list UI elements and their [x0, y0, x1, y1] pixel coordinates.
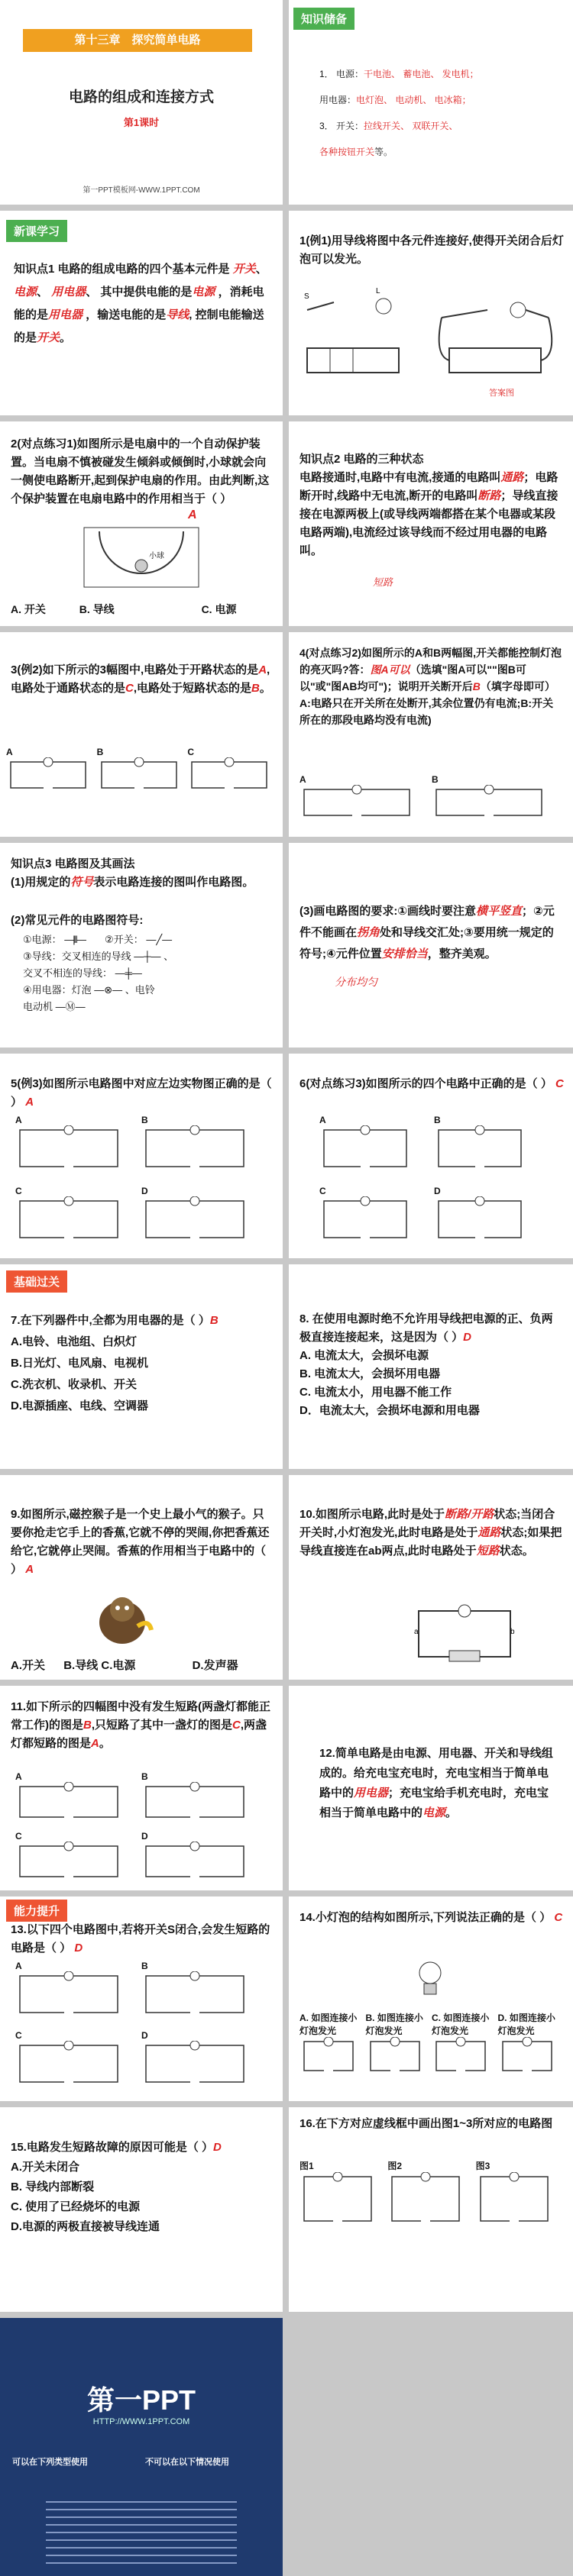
q3-ans3: B	[251, 682, 260, 695]
q2-fan-figure	[76, 524, 206, 592]
circuit-diagram	[299, 2172, 376, 2226]
q15-opt-a: A.开关未闭合	[11, 2161, 80, 2174]
q9-options	[11, 1657, 275, 1675]
circuit-option	[498, 2011, 565, 2095]
new-learning-slide	[0, 211, 283, 415]
circuit-option	[97, 747, 188, 800]
advance-tag: 能力提升	[6, 1900, 67, 1922]
circuit-diagram	[319, 1196, 411, 1242]
q4-slide	[289, 632, 573, 837]
q8-opt-b: B. 电流太大，会损坏用电器	[299, 1367, 441, 1380]
circuit-diagram	[97, 757, 181, 792]
q10-t1: 10.如图所示电路,此时是处于	[299, 1508, 445, 1521]
knowledge-tag: 知识储备	[293, 8, 354, 30]
q8-opt-c: C. 电流太小，用电器不能工作	[299, 1386, 452, 1399]
req-b: ；②元件不能画在	[299, 905, 555, 939]
q5-t: 5(例3)如图所示电路图中对应左边实物图正确的是（ ）	[11, 1077, 272, 1109]
q6-t: 6(对点练习3)如图所示的四个电路中正确的是（ ）	[299, 1077, 552, 1090]
requirements-text	[299, 901, 564, 965]
point3-slide	[0, 843, 283, 1048]
circuit-diagram	[387, 2172, 464, 2226]
q3-slide	[0, 632, 283, 837]
q10-t4: 状态。	[499, 1545, 534, 1558]
circuit-diagram	[141, 1196, 248, 1242]
svg-text:S: S	[304, 292, 309, 301]
circuit-option-label: A	[15, 1115, 22, 1125]
knowledge-list	[319, 61, 479, 165]
q11-figures	[15, 1771, 267, 1886]
circuit-option	[15, 1771, 141, 1826]
k3-extra: 各种按钮开关	[319, 147, 375, 157]
q4-figures	[299, 774, 564, 828]
point2-body	[299, 469, 564, 560]
q13-text	[11, 1921, 275, 1958]
q3-t3: ,电路处于短路状态的是	[133, 682, 252, 695]
q10-ans3: 短路	[476, 1545, 500, 1558]
q11-text	[11, 1698, 275, 1753]
q2-options	[11, 601, 275, 618]
q3-t2: ,电路处于通路状态的是	[11, 663, 270, 695]
q12-t2: ；充电宝给手机充电时，充电宝相当于简单电路中的	[319, 1787, 549, 1819]
circuit-option	[366, 2011, 432, 2095]
q9-ans: A	[25, 1563, 34, 1576]
q5-ans: A	[25, 1096, 34, 1109]
q4-t2: （选填"图A可以""图B可以"或"图AB均可")；说明开关断开后	[299, 663, 526, 692]
q13-t: 13.以下四个电路图中,若将开关S闭合,会发生短路的电路是（ ）	[11, 1923, 270, 1955]
circuit-option-label: A	[319, 1115, 326, 1125]
q6-text	[299, 1075, 564, 1093]
q11-t3: ,两盏灯都短路的图是	[11, 1719, 267, 1750]
cover-slide	[0, 0, 283, 205]
svg-text:b: b	[510, 1628, 515, 1636]
circuit-diagram	[498, 2037, 556, 2075]
svg-text:L: L	[376, 287, 380, 295]
q9-slide	[0, 1475, 283, 1680]
q9-opt-c: C.电源	[101, 1659, 136, 1672]
circuit-option	[15, 1186, 141, 1252]
q7-opt-b: B.日光灯、电风扇、电视机	[11, 1357, 149, 1370]
circuit-option-label: D	[141, 2030, 148, 2041]
q15-t: 15.电路发生短路故障的原因可能是（ ）	[11, 2141, 214, 2154]
q10-circuit-figure	[411, 1603, 518, 1664]
new-learning-tag: 新课学习	[6, 220, 67, 242]
q9-opt-d: D.发声器	[192, 1659, 238, 1672]
q9-monkey-image	[84, 1588, 160, 1649]
q5-text	[11, 1075, 275, 1112]
cover-footer: 第一PPT模板网-WWW.1PPT.COM	[83, 186, 200, 195]
q8-text: 8. 在使用电源时绝不允许用导线把电源的正、负两极直接连接起来，这是因为（ ）	[299, 1312, 553, 1344]
q6-figures	[319, 1115, 549, 1252]
circuit-option	[299, 774, 432, 828]
circuit-option	[141, 2030, 267, 2095]
q7-ans: B	[209, 1314, 219, 1327]
circuit-option	[299, 2011, 366, 2095]
point1-ans-user: 用电器	[51, 286, 86, 299]
q10-slide	[289, 1475, 573, 1680]
req-d: ，整齐美观。	[427, 947, 497, 960]
circuit-option-label: D	[434, 1186, 441, 1196]
q12-slide	[289, 1686, 573, 1890]
point3-symbols: ①电源： —|‖— ②开关： —╱— ③导线：交叉相连的导线 —┼— 、 交叉不相连的导线： —╪— ④用电器：灯泡 —⊗— 、电铃 电动机 —Ⓜ—	[23, 934, 174, 1012]
point1-ans-wire: 导线	[166, 308, 189, 321]
svg-text:小球: 小球	[149, 552, 164, 560]
q8-block	[299, 1310, 564, 1420]
circuit-option	[187, 747, 278, 800]
circuit-option	[141, 1831, 267, 1886]
circuit-option	[141, 1961, 267, 2026]
p2-t2: ；电路断开时,线路中无电流,断开的电路叫	[299, 471, 558, 502]
q8-opt-d: D．电流太大，会损坏电源和用电器	[299, 1404, 480, 1417]
q2-text: 2(对点练习1)如图所示是电扇中的一个自动保护装置。当电扇不慎被碰发生倾斜或倾倒时,小球就会向一侧使电路断开,起到保护电扇的作用。由此判断,这个保护装置在电扇电路中的作用相当于（ ）	[11, 437, 270, 505]
q9-opt-b: B.导线	[63, 1659, 99, 1672]
point3-line1	[11, 873, 275, 892]
q16-text: 16.在下方对应虚线框中画出图1~3所对应的电路图	[299, 2117, 553, 2130]
point3-line2: (2)常见元件的电路图符号:	[11, 914, 144, 927]
q2-slide	[0, 421, 283, 626]
chapter-bar: 第十三章 探究简单电路	[23, 29, 252, 52]
q3-ans2: C	[125, 682, 134, 695]
circuit-option	[6, 747, 97, 800]
q2-opt-c: C. 电源	[201, 603, 237, 615]
sep1: 、	[255, 263, 267, 276]
q1-slide	[289, 211, 573, 415]
sym-motor: 电动机	[23, 1001, 53, 1012]
circuit-option	[141, 1186, 267, 1252]
q8-slide	[289, 1264, 573, 1469]
q6-ans: C	[555, 1077, 564, 1090]
circuit-option-label: A	[6, 747, 13, 757]
p3-ans1: 符号	[70, 876, 94, 889]
circuit-diagram	[141, 1782, 248, 1822]
circuit-option-label: C	[15, 1831, 22, 1842]
q1-answer-figure	[426, 287, 564, 386]
q7-opt-d: D.电源插座、电线、空调器	[11, 1399, 149, 1412]
lesson-subtitle: 第1课时	[123, 117, 160, 128]
circuit-option	[141, 1115, 267, 1181]
circuit-diagram	[299, 785, 414, 820]
circuit-option-label: A. 如图连接小灯泡发光	[299, 2013, 358, 2036]
sym-wire2: 交叉不相连的导线：	[23, 967, 113, 979]
p2-end: 。	[311, 544, 323, 557]
knowledge-slide	[289, 0, 573, 205]
q2-opt-a: A. 开关	[11, 603, 46, 615]
requirements-slide	[289, 843, 573, 1048]
q10-ans1: 断路/开路	[445, 1508, 494, 1521]
point3-title: 知识点3 电路图及其画法	[11, 857, 135, 870]
q2-opt-b: B. 导线	[79, 603, 115, 615]
p3-l1b: 表示电路连接的图叫作电路图。	[93, 876, 254, 889]
circuit-diagram	[319, 1125, 411, 1171]
p2-t3: ；导线直接接在电源两极上(或导线两端都搭在某个电器或某段电路两端),电流经过该导线而不经过用电器的电路叫	[299, 489, 558, 557]
q4-t3: （填字母即可）A:电路只在开关所在处断开,其余位置仍有电流;B:开关所在的那段电路均没有电流)	[299, 680, 555, 726]
circuit-option-label: B. 如图连接小灯泡发光	[365, 2013, 423, 2036]
p2-ans1: 通路	[500, 471, 524, 484]
q10-text	[299, 1506, 564, 1561]
q13-slide	[0, 1896, 283, 2101]
circuit-option	[434, 1115, 549, 1181]
q14-slide	[289, 1896, 573, 2101]
circuit-option-label: D. 如图连接小灯泡发光	[497, 2013, 555, 2036]
q12-t3: 。	[445, 1806, 458, 1819]
lesson-title: 电路的组成和连接方式	[68, 89, 214, 105]
k2-answers: 电灯泡、 电动机、 电冰箱；	[356, 95, 471, 105]
k2-label: 用电器：	[319, 95, 357, 105]
q3-ans1: A	[258, 663, 267, 676]
brand-url: HTTP://WWW.1PPT.COM	[92, 2417, 190, 2426]
req-c: 处和导线交汇处;③要用统一规定的符号;④元件位置	[299, 926, 554, 960]
circuit-option	[319, 1115, 434, 1181]
req-ans2: 拐角	[357, 926, 380, 939]
circuit-option	[15, 1831, 141, 1886]
circuit-diagram	[434, 1196, 526, 1242]
basic-tag: 基础过关	[6, 1270, 67, 1293]
q10-ans2: 通路	[478, 1526, 501, 1539]
circuit-option-label: C	[15, 1186, 22, 1196]
q7-opt-c: C.洗衣机、收录机、开关	[11, 1378, 138, 1391]
q11-ans2: C	[232, 1719, 241, 1732]
circuit-option-label: A	[15, 1961, 22, 1971]
circuit-diagram	[187, 757, 271, 792]
circuit-option	[299, 2159, 387, 2304]
q11-ans3: A	[91, 1737, 99, 1750]
circuit-diagram	[15, 1125, 122, 1171]
point1-ans-consumer: 用电器	[48, 308, 83, 321]
circuit-diagram	[366, 2037, 424, 2075]
circuit-option	[432, 2011, 498, 2095]
req-ans4: 分布均匀	[335, 976, 377, 988]
circuit-option-label: A	[15, 1771, 22, 1782]
circuit-option-label: B	[141, 1771, 148, 1782]
circuit-diagram	[6, 757, 90, 792]
circuit-option-label: C	[187, 747, 194, 757]
circuit-diagram	[141, 1125, 248, 1171]
p2-ans3: 短路	[373, 576, 393, 588]
circuit-option-label: B	[96, 747, 104, 757]
req-a: (3)画电路图的要求:①画线时要注意	[299, 905, 477, 918]
q9-t: 9.如图所示,磁控猴子是一个史上最小气的猴子。只要你抢走它手上的香蕉,它就不停的哭闹,你把香蕉还给它,它就停止哭闹。香蕉的作用相当于电路中的（ ）	[11, 1508, 270, 1576]
k3-answers: 拉线开关、 双联开关、	[364, 121, 458, 131]
circuit-diagram	[432, 785, 546, 820]
point2-slide	[289, 421, 573, 626]
point1-e: 其中提供电能的是	[100, 286, 193, 299]
circuit-option	[319, 1186, 434, 1252]
sym-bell: 电铃	[134, 984, 155, 996]
sep2: 、	[37, 286, 49, 299]
circuit-option	[476, 2159, 564, 2304]
p2-t1: 电路接通时,电路中有电流,接通的电路叫	[299, 471, 501, 484]
point1-ans-provider: 电源	[192, 286, 215, 299]
circuit-option-label: 图1	[299, 2161, 314, 2171]
q7-block	[11, 1310, 275, 1417]
q11-t1: 11.如下所示的四幅图中没有发生短路(两盏灯都能正常工作)的图是	[11, 1700, 271, 1732]
sym-source: ①电源：	[23, 934, 62, 945]
q15-block	[11, 2138, 275, 2237]
q8-ans: D	[463, 1331, 472, 1344]
q11-t4: 。	[99, 1737, 111, 1750]
q10-t3: 状态;如果把导线直接连在ab两点,此时电路处于	[299, 1526, 562, 1558]
q7-text: 7.在下列器件中,全都为用电器的是（ ）	[11, 1314, 210, 1327]
q2-answer: A	[188, 508, 197, 521]
svg-text:a: a	[414, 1628, 419, 1636]
q3-text	[11, 661, 275, 698]
q16-figures	[299, 2159, 564, 2304]
brand-col2-title: 不可以在以下情况使用	[145, 2458, 229, 2467]
circuit-option	[432, 774, 564, 828]
k1-answers: 干电池、 蓄电池、 发电机；	[364, 69, 479, 79]
q7-slide	[0, 1264, 283, 1469]
q14-bulb-figure	[403, 1958, 457, 2003]
circuit-diagram	[299, 2037, 358, 2075]
q1-components-figure	[299, 287, 414, 386]
k3-label: 3． 开关：	[319, 121, 364, 131]
q11-t2: ,只短路了其中一盏灯的图是	[91, 1719, 233, 1732]
q14-ans: C	[554, 1911, 563, 1924]
circuit-option	[15, 1115, 141, 1181]
q13-ans: D	[74, 1942, 83, 1955]
circuit-option	[141, 1771, 267, 1826]
circuit-diagram	[432, 2037, 490, 2075]
sep3: 、	[86, 286, 98, 299]
circuit-option-label: D	[141, 1186, 148, 1196]
q13-figures	[15, 1961, 267, 2095]
q4-ans1: 图A可以	[370, 663, 410, 676]
q15-slide	[0, 2107, 283, 2312]
q12-ans2: 电源	[422, 1806, 446, 1819]
point1-g: ，输送电能的是	[86, 308, 167, 321]
q5-slide	[0, 1054, 283, 1258]
q6-slide	[289, 1054, 573, 1258]
circuit-diagram	[15, 1842, 122, 1881]
q12-text	[319, 1744, 556, 1823]
circuit-diagram	[15, 1971, 122, 2017]
circuit-option-label: 图3	[475, 2161, 490, 2171]
req-ans1: 横平竖直	[476, 905, 523, 918]
circuit-diagram	[141, 2041, 248, 2087]
req-ans3: 安排恰当	[381, 947, 428, 960]
point2-title: 知识点2 电路的三种状态	[299, 453, 424, 466]
brand-logo: 第一PPT	[86, 2384, 196, 2416]
circuit-option	[387, 2159, 475, 2304]
q3-t1: 3(例2)如下所示的3幅图中,电路处于开路状态的是	[11, 663, 259, 676]
point1-ans-source: 电源	[14, 286, 37, 299]
circuit-option-label: C	[15, 2030, 22, 2041]
q11-ans1: B	[83, 1719, 92, 1732]
point1-text: 知识点1 电路的组成电路的四个基本元件是 开关、 电源、 用电器、 其中提供电能的是电源 ，消耗电能的是用电器 ，输送电能的是导线, 控制电能输送的是开关。	[14, 263, 267, 344]
q15-ans: D	[213, 2141, 222, 2154]
q4-text	[299, 644, 564, 728]
k1-label: 1． 电源：	[319, 69, 364, 79]
k3-end: 等。	[374, 147, 393, 157]
q10-t2: 状态;当闭合开关时,小灯泡发光,此时电路是处于	[299, 1508, 555, 1539]
q12-t1: 12.简单电路是由电源、用电器、开关和导线组成的。给充电宝充电时，充电宝相当于简单电路中的	[319, 1747, 553, 1800]
q14-t: 14.小灯泡的结构如图所示,下列说法正确的是（ ）	[299, 1911, 552, 1924]
circuit-option-label: B	[434, 1115, 441, 1125]
circuit-option-label: B	[141, 1115, 148, 1125]
q12-ans1: 用电器	[354, 1787, 389, 1800]
circuit-option-label: A	[299, 774, 306, 785]
q1-text: 1(例1)用导线将图中各元件连接好,使得开关闭合后灯泡可以发光。	[299, 234, 564, 266]
point1-ans-switch: 开关	[232, 263, 256, 276]
circuit-option-label: D	[141, 1831, 148, 1842]
circuit-diagram	[476, 2172, 552, 2226]
circuit-diagram	[434, 1125, 526, 1171]
q15-opt-d: D.电源的两极直接被导线连通	[11, 2220, 160, 2233]
sym-lamp: ④用电器：灯泡	[23, 984, 92, 996]
q3-figures	[6, 747, 278, 800]
q4-ans2: B	[472, 680, 481, 692]
q4-t1: 4(对点练习2)如图所示的A和B两幅图,开关都能控制灯泡的亮灭吗?答：	[299, 647, 562, 676]
point1-intro: 知识点1 电路的组成电路的四个基本元件是	[14, 263, 230, 276]
circuit-option-label: B	[141, 1961, 148, 1971]
point1-f: ，消耗电能的是	[14, 286, 264, 321]
brand-slide	[0, 2318, 283, 2576]
circuit-option	[15, 1961, 141, 2026]
point1-h: 控制电能输送的是	[14, 308, 264, 344]
circuit-option-label: C. 如图连接小灯泡发光	[432, 2013, 490, 2036]
p3-l1: (1)用规定的	[11, 876, 71, 889]
q16-slide	[289, 2107, 573, 2312]
circuit-option-label: B	[432, 774, 439, 785]
sym-switch: ②开关：	[105, 934, 144, 945]
q9-text	[11, 1506, 275, 1579]
q15-opt-b: B. 导线内部断裂	[11, 2181, 95, 2193]
q11-slide	[0, 1686, 283, 1890]
circuit-option	[434, 1186, 549, 1252]
circuit-diagram	[141, 1971, 248, 2017]
q7-opt-a: A.电铃、电池组、白炽灯	[11, 1335, 138, 1348]
circuit-option	[15, 2030, 141, 2095]
brand-link-list	[46, 2501, 237, 2570]
circuit-diagram	[15, 1782, 122, 1822]
q1-answer-label: 答案图	[489, 389, 514, 398]
q3-end: 。	[259, 682, 271, 695]
brand-col1-title: 可以在下列类型使用	[12, 2458, 88, 2467]
circuit-diagram	[141, 1842, 248, 1881]
q14-text	[299, 1909, 564, 1927]
sym-wire: ③导线：交叉相连的导线	[23, 951, 131, 962]
q5-figures	[15, 1115, 267, 1252]
q15-opt-c: C. 使用了已经烧坏的电源	[11, 2200, 141, 2213]
circuit-option-label: C	[319, 1186, 326, 1196]
p2-ans2: 断路	[478, 489, 501, 502]
q8-opt-a: A. 电流太大，会损坏电源	[299, 1349, 429, 1362]
q14-figures	[299, 2011, 564, 2095]
point1-ans-control: 开关	[37, 331, 60, 344]
circuit-diagram	[15, 1196, 122, 1242]
circuit-option-label: 图2	[387, 2161, 403, 2171]
circuit-diagram	[15, 2041, 122, 2087]
q9-opt-a: A.开关	[11, 1659, 46, 1672]
